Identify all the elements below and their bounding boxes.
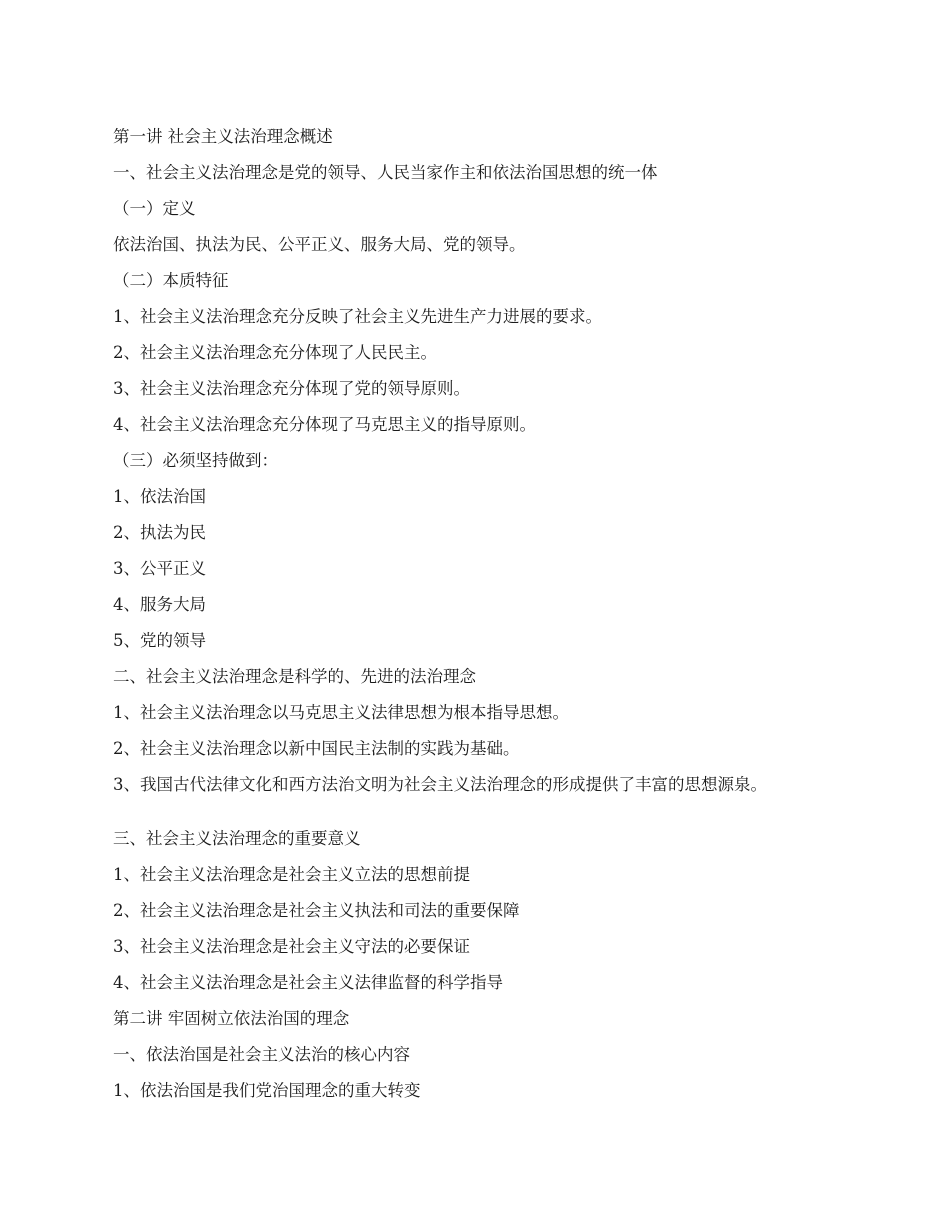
list-item: 4、服务大局 <box>113 595 206 614</box>
subsection-heading: （三）必须坚持做到： <box>113 451 278 470</box>
section-heading: 三、社会主义法治理念的重要意义 <box>113 829 361 848</box>
list-item: 1、依法治国 <box>113 487 206 506</box>
subsection-heading: （一）定义 <box>113 199 196 218</box>
list-item: 1、社会主义法治理念以马克思主义法律思想为根本指导思想。 <box>113 703 569 722</box>
list-item: 4、社会主义法治理念充分体现了马克思主义的指导原则。 <box>113 415 536 434</box>
list-item: 3、社会主义法治理念是社会主义守法的必要保证 <box>113 937 470 956</box>
list-item: 3、社会主义法治理念充分体现了党的领导原则。 <box>113 379 470 398</box>
list-item: 1、依法治国是我们党治国理念的重大转变 <box>113 1081 421 1100</box>
list-item: 2、社会主义法治理念是社会主义执法和司法的重要保障 <box>113 901 520 920</box>
section-heading: 一、社会主义法治理念是党的领导、人民当家作主和依法治国思想的统一体 <box>113 163 658 182</box>
list-item: 1、社会主义法治理念充分反映了社会主义先进生产力进展的要求。 <box>113 307 602 326</box>
list-item: 1、社会主义法治理念是社会主义立法的思想前提 <box>113 865 470 884</box>
list-item: 3、我国古代法律文化和西方法治文明为社会主义法治理念的形成提供了丰富的思想源泉。 <box>113 775 767 794</box>
list-item: 2、社会主义法治理念以新中国民主法制的实践为基础。 <box>113 739 520 758</box>
subsection-heading: （二）本质特征 <box>113 271 229 290</box>
list-item: 2、执法为民 <box>113 523 206 542</box>
list-item: 4、社会主义法治理念是社会主义法律监督的科学指导 <box>113 973 503 992</box>
paragraph: 依法治国、执法为民、公平正义、服务大局、党的领导。 <box>113 235 526 254</box>
list-item: 2、社会主义法治理念充分体现了人民民主。 <box>113 343 437 362</box>
lecture-heading: 第一讲 社会主义法治理念概述 <box>113 127 333 146</box>
section-heading: 二、社会主义法治理念是科学的、先进的法治理念 <box>113 667 476 686</box>
section-heading: 一、依法治国是社会主义法治的核心内容 <box>113 1045 410 1064</box>
lecture-heading: 第二讲 牢固树立依法治国的理念 <box>113 1009 350 1028</box>
list-item: 5、党的领导 <box>113 631 206 650</box>
list-item: 3、公平正义 <box>113 559 206 578</box>
document-page <box>113 122 823 1112</box>
